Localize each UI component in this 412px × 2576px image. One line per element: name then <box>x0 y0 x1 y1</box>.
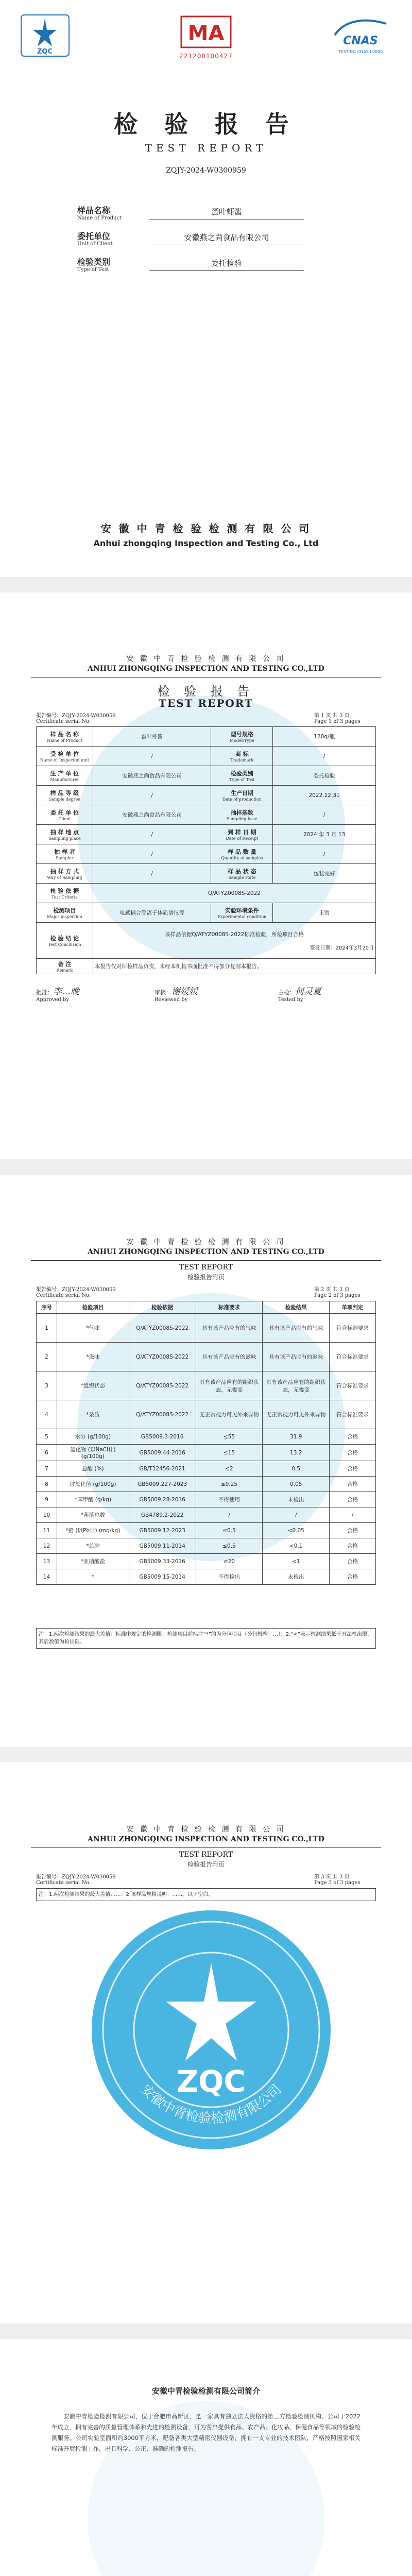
cell-basis: GB4789.2-2022 <box>129 1507 196 1523</box>
field-label-en: Unit of Client <box>77 241 113 247</box>
info-value: / <box>93 786 211 805</box>
info-row <box>37 805 376 825</box>
header-company-en: ANHUI ZHONGQING INSPECTION AND TESTING CO.,LTD <box>88 1835 324 1843</box>
info-row <box>37 844 376 864</box>
info-label: 检验类别 Type of Test <box>211 766 273 786</box>
table-row <box>37 1343 376 1371</box>
cell-item: 水分 (g/100g) <box>57 1429 129 1445</box>
cell-req: / <box>196 1507 263 1523</box>
page4-note: 注：1.两次检测结果的最大差值……；2.该样品规格说明：……。以下空白。 <box>36 1888 376 1901</box>
info-label: 抽 样 地 点 Sampling place <box>37 825 93 844</box>
field-label-en: Type of Test <box>77 267 109 273</box>
table-row <box>37 1314 376 1343</box>
cell-req: 具有该产品应有的气味 <box>196 1314 263 1343</box>
cell-n: 14 <box>37 1569 57 1585</box>
cell-item: 总酸 (%) <box>57 1461 129 1477</box>
cell-n: 8 <box>37 1477 57 1492</box>
table-row <box>37 1400 376 1429</box>
page2-title-en: TEST REPORT <box>159 697 253 709</box>
column-header: 检验项目 <box>57 1301 129 1314</box>
cell-req: 无正常视力可见外来异物 <box>196 1400 263 1429</box>
cell-n: 12 <box>37 1538 57 1554</box>
tested-signature: 何灵夏 <box>295 987 321 997</box>
info-value: / <box>273 805 376 825</box>
info-value: / <box>93 747 211 766</box>
info-label: 样 品 等 级 Sample degree <box>37 786 93 805</box>
reviewed-block: 审核：谢媛媛 Reviewed by <box>154 987 198 1003</box>
info-value: 电感耦合等离子体质谱仪等 <box>93 903 211 923</box>
info-label: 样 品 名 称 Name of Product <box>37 727 93 747</box>
info-value: / <box>93 844 211 864</box>
cell-n: 1 <box>37 1314 57 1343</box>
cell-req: ≤55 <box>196 1429 263 1445</box>
cell-req: 不得使用 <box>196 1492 263 1507</box>
info-value: 2022.12.31 <box>273 786 376 805</box>
cell-item: 氯化物 (以NaCl计) (g/100g) <box>57 1445 129 1461</box>
info-label: 抽 样 方 式 Way of Sampling <box>37 864 93 884</box>
report-info-table <box>36 726 376 974</box>
cell-item: *杂质 <box>57 1400 129 1429</box>
cell-basis: GB/T12456-2021 <box>129 1461 196 1477</box>
reviewed-signature: 谢媛媛 <box>171 987 198 997</box>
issue-date: 签发日期：2024年3月20日 <box>310 945 374 951</box>
cover-field-type <box>77 252 304 278</box>
page4-title-en: TEST REPORT <box>179 1851 233 1859</box>
cnas-logo-icon <box>330 14 391 47</box>
info-label: 商 标 Trademark <box>211 747 273 766</box>
cell-res: 13.2 <box>263 1445 330 1461</box>
header-company-zh: 安 徽 中 青 检 验 检 测 有 限 公 司 <box>126 655 286 663</box>
cell-judge: 符合标准要求 <box>330 1371 376 1400</box>
page-counter: 第 3 页 共 3 页 Page 3 of 3 pages <box>314 1874 360 1886</box>
zqc-logo <box>21 14 70 57</box>
approved-signature: 李…晚 <box>53 987 79 997</box>
field-value: 蛋叶虾酱 <box>149 206 304 219</box>
zqc-seal-icon <box>88 1906 335 2154</box>
info-value: 正常 <box>273 903 376 923</box>
cover-report-no: ZQJY-2024-W0300959 <box>166 166 246 175</box>
cell-res: <0.1 <box>263 1538 330 1554</box>
page2-title-zh: 检 验 报 告 <box>157 684 255 699</box>
info-label: 受 检 单 位 Name of Inspected unit <box>37 747 93 766</box>
cover-company-zh: 安 徽 中 青 检 验 检 测 有 限 公 司 <box>100 522 312 535</box>
info-value: 2024 年 3 月 13 <box>273 825 376 844</box>
svg-text:安徽中青检验检测有限公司: 安徽中青检验检测有限公司 <box>138 2081 285 2127</box>
cell-n: 6 <box>37 1445 57 1461</box>
approved-block: 批准：李…晚 Approved by <box>36 987 79 1003</box>
cover-title-en: TEST REPORT <box>145 142 267 154</box>
info-row <box>37 825 376 844</box>
cell-res: 未检出 <box>263 1492 330 1507</box>
cell-judge: 合格 <box>330 1429 376 1445</box>
cell-item: *总砷 <box>57 1538 129 1554</box>
cell-n: 13 <box>37 1554 57 1569</box>
table-row <box>37 1371 376 1400</box>
cell-basis: GB5009.12-2023 <box>129 1523 196 1538</box>
cell-judge: 合格 <box>330 1477 376 1492</box>
intro-title: 安徽中青检验检测有限公司简介 <box>151 2386 260 2396</box>
info-value: 包装完好 <box>273 864 376 884</box>
report-page-2 <box>0 1175 412 1747</box>
field-value: 委托检验 <box>149 258 304 271</box>
info-label: 到 样 日 期 Date of Receipt <box>211 825 273 844</box>
info-value: / <box>93 825 211 844</box>
cell-req: ≤20 <box>196 1554 263 1569</box>
info-value: 蛋叶虾酱 <box>93 727 211 747</box>
cell-judge: 符合标准要求 <box>330 1343 376 1371</box>
cell-item: *铅 (以Pb计) (mg/kg) <box>57 1523 129 1538</box>
table-row <box>37 1492 376 1507</box>
cover-page <box>0 0 412 577</box>
cell-req: ≤0.5 <box>196 1523 263 1538</box>
info-value: 安徽燕之尚食品有限公司 <box>93 766 211 786</box>
svg-text:MA: MA <box>187 22 225 45</box>
cell-req: 不得检出 <box>196 1569 263 1585</box>
cell-judge: 合格 <box>330 1461 376 1477</box>
cell-res: 0.5 <box>263 1461 330 1477</box>
cell-basis: Q/ATYZ0008S-2022 <box>129 1371 196 1400</box>
cell-judge: 合格 <box>330 1538 376 1554</box>
cell-res: 具有该产品应有的气味 <box>263 1314 330 1343</box>
info-value: 委托检验 <box>273 766 376 786</box>
cell-basis: Q/ATYZ0008S-2022 <box>129 1400 196 1429</box>
info-row <box>37 747 376 766</box>
cell-req: ≤2 <box>196 1461 263 1477</box>
info-label: 委 托 单 位 Client <box>37 805 93 825</box>
cell-judge: 合格 <box>330 1554 376 1569</box>
info-value: Q/ATYZ0008S-2022 <box>93 884 375 903</box>
cell-basis: GB5009.28-2016 <box>129 1492 196 1507</box>
cell-item: *菌落总数 <box>57 1507 129 1523</box>
cell-n: 2 <box>37 1343 57 1371</box>
cell-basis: GB5009.227-2023 <box>129 1477 196 1492</box>
company-intro-page <box>0 2339 412 2576</box>
cell-req: ≤15 <box>196 1445 263 1461</box>
cell-res: 未检出 <box>263 1569 330 1585</box>
cell-judge: 符合标准要求 <box>330 1400 376 1429</box>
cell-n: 9 <box>37 1492 57 1507</box>
info-value: / <box>93 864 211 884</box>
cover-field-client <box>77 227 304 252</box>
cell-item: 过氧化值 (g/100g) <box>57 1477 129 1492</box>
cell-n: 10 <box>37 1507 57 1523</box>
table-row <box>37 1445 376 1461</box>
cell-basis: GB5009.11-2014 <box>129 1538 196 1554</box>
cell-req: 具有该产品应有的滋味 <box>196 1343 263 1371</box>
column-header: 序号 <box>37 1301 57 1314</box>
cell-judge: 合格 <box>330 1445 376 1461</box>
table-row <box>37 1538 376 1554</box>
page3-title-en: TEST REPORT <box>179 1263 233 1272</box>
tested-block: 主检：何灵夏 Tested by <box>278 987 321 1003</box>
table-row <box>37 1554 376 1569</box>
table-row <box>37 1523 376 1538</box>
field-label-en: Name of Product <box>77 215 122 221</box>
results-header-row <box>37 1301 376 1314</box>
field-label: 检验类别 <box>77 257 111 267</box>
cell-item: *气味 <box>57 1314 129 1343</box>
conclusion-text: 该样品依据Q/ATYZ0008S-2022标准检验，所检项目合格 <box>164 931 304 938</box>
header-rule <box>31 1260 381 1261</box>
cell-req: 具有该产品应有的组织状态，无霉变 <box>196 1371 263 1400</box>
zqc-seal <box>88 1906 335 2154</box>
info-label: 型号规格 Model/Type <box>211 727 273 747</box>
cell-item: *苯甲酸 (g/kg) <box>57 1492 129 1507</box>
cell-item: * <box>57 1569 129 1585</box>
intro-paragraph-zh: 安徽中青检验检测有限公司，位于合肥市高新区，是一家具有独立法人资格的第三方检验检测机构。公司于2022年成立，拥有完善的质量管理体系和先进的检测设备，可为客户提供食品、农产品、化妆品、保健食品等领域的检验检测服务。公司实验室面积约3000平方米，配备各类大型精密仪器设备，拥有一支专业的技术团队，严格按照国家相关标准开展检测工作，出具科学、公正、准确的检测报告。 <box>52 2413 360 2452</box>
cell-res: 无正常视力可见外来异物 <box>263 1400 330 1429</box>
cell-res: 0.05 <box>263 1477 330 1492</box>
cell-req: ≤0.5 <box>196 1538 263 1554</box>
cell-judge: 合格 <box>330 1523 376 1538</box>
page3-title-zh: 检验报告附页 <box>187 1274 225 1281</box>
cell-n: 3 <box>37 1371 57 1400</box>
column-header: 检验结果 <box>263 1301 330 1314</box>
cover-company-en: Anhui zhongqing Inspection and Testing Co., Ltd <box>93 538 319 548</box>
ma-stamp-icon <box>170 14 242 50</box>
header-company-zh: 安 徽 中 青 检 验 检 测 有 限 公 司 <box>126 1825 286 1834</box>
conclusion-row: 检 验 结 论 Test Conclusion 该样品依据Q/ATYZ0008S-2022标准检验，所检项目合格 签发日期：2024年3月20日 <box>37 923 376 959</box>
header-company-en: ANHUI ZHONGQING INSPECTION AND TESTING CO.,LTD <box>88 1248 324 1256</box>
cell-res: <0.05 <box>263 1523 330 1538</box>
zqc-logo-icon <box>21 14 70 57</box>
svg-text:ZQC: ZQC <box>177 2064 246 2099</box>
info-value: / <box>273 747 376 766</box>
remark-text: 本报告仅对所检样品负责，未经本机构书面批准不得部分复制本报告。 <box>93 959 375 974</box>
info-label: 实验环境条件 Experimental condition <box>211 903 273 923</box>
cell-item: *滋味 <box>57 1343 129 1371</box>
cell-res: <1 <box>263 1554 330 1569</box>
info-label: 生 产 单 位 Manufacturer <box>37 766 93 786</box>
info-value: / <box>273 844 376 864</box>
cell-req: ≤0.25 <box>196 1477 263 1492</box>
field-label: 委托单位 <box>77 231 111 241</box>
svg-text:CNAS: CNAS <box>343 35 378 47</box>
cell-res: / <box>263 1507 330 1523</box>
report-no-label: 报告编号：ZQJY-2024-W030059 Certificate serial No. <box>36 713 116 724</box>
cover-field-product <box>77 201 304 227</box>
cell-basis: GB5009.3-2016 <box>129 1429 196 1445</box>
info-label: 检 验 依 据 Test Criteria <box>37 884 93 903</box>
table-row <box>37 1569 376 1585</box>
results-table <box>36 1301 376 1585</box>
info-row <box>37 884 376 903</box>
cell-basis: GB5009.44-2016 <box>129 1445 196 1461</box>
field-label: 样品名称 <box>77 206 111 215</box>
cnas-logo <box>330 14 391 61</box>
cell-judge: 符合标准要求 <box>330 1314 376 1343</box>
info-row <box>37 766 376 786</box>
table-row <box>37 1477 376 1492</box>
cell-item: *组织状态 <box>57 1371 129 1400</box>
info-row <box>37 727 376 747</box>
info-label: 生产日期 Date of production <box>211 786 273 805</box>
cell-n: 7 <box>37 1461 57 1477</box>
column-header: 单项判定 <box>330 1301 376 1314</box>
cell-basis: Q/ATYZ0008S-2022 <box>129 1343 196 1371</box>
ma-number: 221200100427 <box>179 53 233 60</box>
cell-n: 5 <box>37 1429 57 1445</box>
svg-text:ZQC: ZQC <box>37 48 53 56</box>
cnas-sub: TESTING CNAS L0000 <box>338 49 383 54</box>
page-counter: 第 2 页 共 3 页 Page 2 of 3 pages <box>314 1287 360 1298</box>
cell-res: 31.9 <box>263 1429 330 1445</box>
info-label: 抽 样 者 Sampler <box>37 844 93 864</box>
remark-row: 备 注 Remark 本报告仅对所检样品负责，未经本机构书面批准不得部分复制本报告。 <box>37 959 376 974</box>
report-no-label: 报告编号：ZQJY-2024-W030059 Certificate serial No. <box>36 1874 116 1886</box>
cell-judge: 合格 <box>330 1492 376 1507</box>
info-label: 检测项目 Major inspection <box>37 903 93 923</box>
cell-res: 具有该产品应有的滋味 <box>263 1343 330 1371</box>
cell-judge: / <box>330 1507 376 1523</box>
cell-n: 4 <box>37 1400 57 1429</box>
report-no-label: 报告编号：ZQJY-2024-W030059 Certificate serial No. <box>36 1287 116 1298</box>
info-row <box>37 903 376 923</box>
ma-logo <box>170 14 242 63</box>
cell-basis: GB5009.15-2014 <box>129 1569 196 1585</box>
cell-basis: GB5009.33-2016 <box>129 1554 196 1569</box>
report-page-1 <box>0 592 412 1159</box>
info-label: 抽样基数 Sampling base <box>211 805 273 825</box>
results-note: 注：1.两次检测结果的最大差值：标准中规定的检测限：检测项目前标注“*”的为分包项目（分包机构：…）；2.“<”表示检测结果低于方法检出限，其后数值为检出限。 <box>36 1628 376 1649</box>
table-row <box>37 1507 376 1523</box>
header-company-en: ANHUI ZHONGQING INSPECTION AND TESTING CO.,LTD <box>88 665 324 673</box>
info-value: 120g/瓶 <box>273 727 376 747</box>
page4-title-zh: 检验报告附页 <box>187 1861 225 1868</box>
table-row <box>37 1429 376 1445</box>
info-row <box>37 786 376 805</box>
report-page-3 <box>0 1762 412 2324</box>
info-row <box>37 864 376 884</box>
page-counter: 第 1 页 共 3 页 Page 1 of 3 pages <box>314 713 360 724</box>
column-header: 检验依据 <box>129 1301 196 1314</box>
header-company-zh: 安 徽 中 青 检 验 检 测 有 限 公 司 <box>126 1238 286 1246</box>
cell-res: 具有该产品应有的组织状态，无霉变 <box>263 1371 330 1400</box>
cell-judge: 合格 <box>330 1569 376 1585</box>
info-label: 样 品 数 量 Quantity of samples <box>211 844 273 864</box>
column-header: 标准要求 <box>196 1301 263 1314</box>
info-label: 样 品 状 态 Sample state <box>211 864 273 884</box>
table-row <box>37 1461 376 1477</box>
cover-title-zh: 检 验 报 告 <box>113 110 299 138</box>
cell-basis: Q/ATYZ0008S-2022 <box>129 1314 196 1343</box>
cell-n: 11 <box>37 1523 57 1538</box>
field-value: 安徽燕之尚食品有限公司 <box>149 232 304 245</box>
info-value: 安徽燕之尚食品有限公司 <box>93 805 211 825</box>
cell-item: *亚硝酸盐 <box>57 1554 129 1569</box>
